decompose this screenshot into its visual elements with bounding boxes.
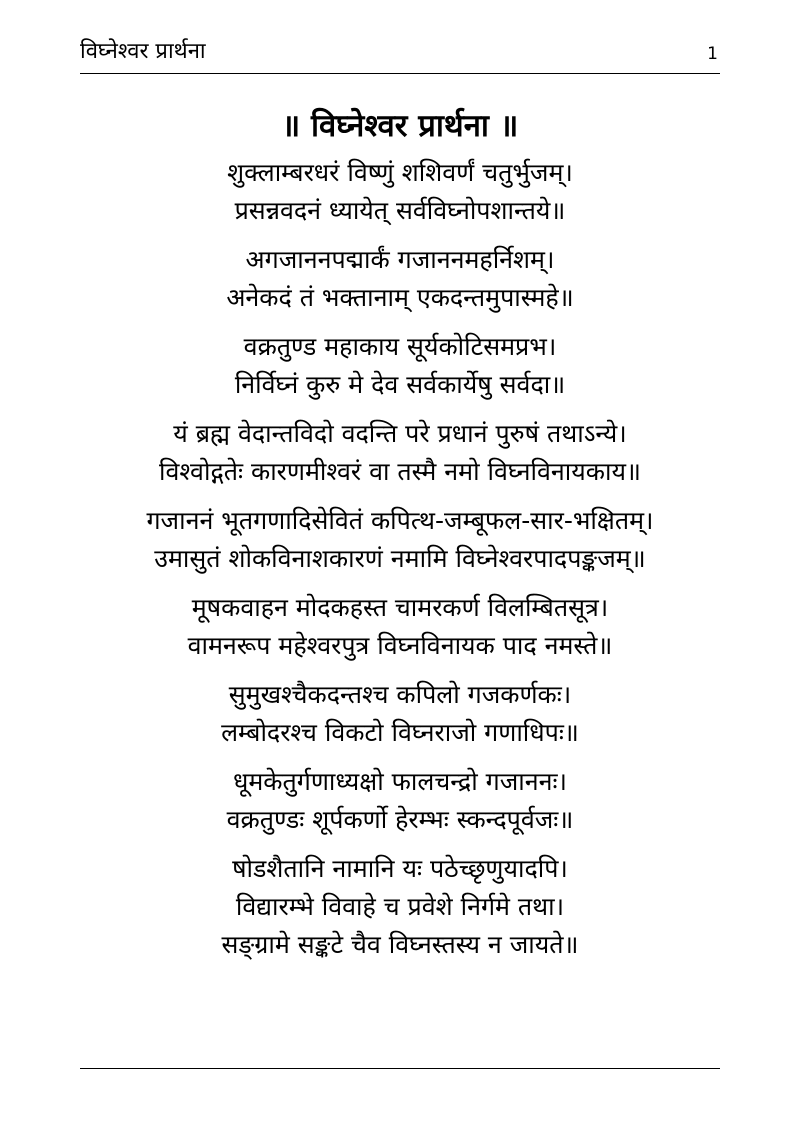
verse-3 [80,328,720,404]
page-header [80,30,720,72]
verse-line: विश्वोद्गतेः कारणमीश्वरं वा तस्मै नमो विघ्नविनायकाय॥ [159,457,641,486]
verse-line: अनेकदं तं भक्तानाम् एकदन्तमुपास्महे॥ [226,283,574,312]
verse-8 [80,763,720,839]
verse-line: शुक्लाम्बरधरं विष्णुं शशिवर्णं चतुर्भुजम्। [227,158,573,187]
page-number: 1 [707,44,718,64]
verse-line: गजाननं भूतगणादिसेवितं कपित्थ-जम्बूफल-सार-भक्षितम्। [146,506,654,535]
verse-line: वक्रतुण्ड महाकाय सूर्यकोटिसमप्रभ। [243,332,557,361]
verse-line: प्रसन्नवदनं ध्यायेत् सर्वविघ्नोपशान्तये॥ [234,196,566,225]
verse-2 [80,241,720,317]
footer-rule [80,1068,720,1069]
verse-line: निर्विघ्नं कुरु मे देव सर्वकार्येषु सर्वदा॥ [234,370,566,399]
running-header-title: विघ्नेश्वर प्रार्थना [80,39,206,64]
verse-9 [80,850,720,964]
verse-line: वामनरूप महेश्वरपुत्र विघ्नविनायक पाद नमस्ते॥ [187,631,613,660]
verse-6 [80,589,720,665]
verse-line: धूमकेतुर्गणाध्यक्षो फालचन्द्रो गजाननः। [232,767,568,796]
verse-line: सङ्ग्रामे सङ्कटे चैव विघ्नस्तस्य न जायते॥ [221,930,579,959]
verse-line: विद्यारम्भे विवाहे च प्रवेशे निर्गमे तथा। [235,892,565,921]
verse-line: लम्बोदरश्च विकटो विघ्नराजो गणाधिपः॥ [221,718,579,747]
verse-5 [80,502,720,578]
verse-line: यं ब्रह्म वेदान्तविदो वदन्ति परे प्रधानं पुरुषं तथाऽन्ये। [173,419,627,448]
verse-line: षोडशैतानि नामानि यः पठेच्छृणुयादपि। [232,854,568,883]
verse-1 [80,154,720,230]
verse-line: मूषकवाहन मोदकहस्त चामरकर्ण विलम्बितसूत्र। [191,593,609,622]
verse-line: वक्रतुण्डः शूर्पकर्णो हेरम्भः स्कन्दपूर्वजः॥ [226,805,574,834]
header-rule [80,73,720,74]
verse-line: सुमुखश्चैकदन्तश्च कपिलो गजकर्णकः। [228,680,572,709]
document-title: ॥ विघ्नेश्वर प्रार्थना ॥ [281,108,519,144]
verse-line: उमासुतं शोकविनाशकारणं नमामि विघ्नेश्वरपादपङ्कजम्॥ [154,544,646,573]
verse-4 [80,415,720,491]
verse-line: अगजाननपद्मार्कं गजाननमहर्निशम्। [245,245,555,274]
document-body [80,100,720,964]
verse-7 [80,676,720,752]
